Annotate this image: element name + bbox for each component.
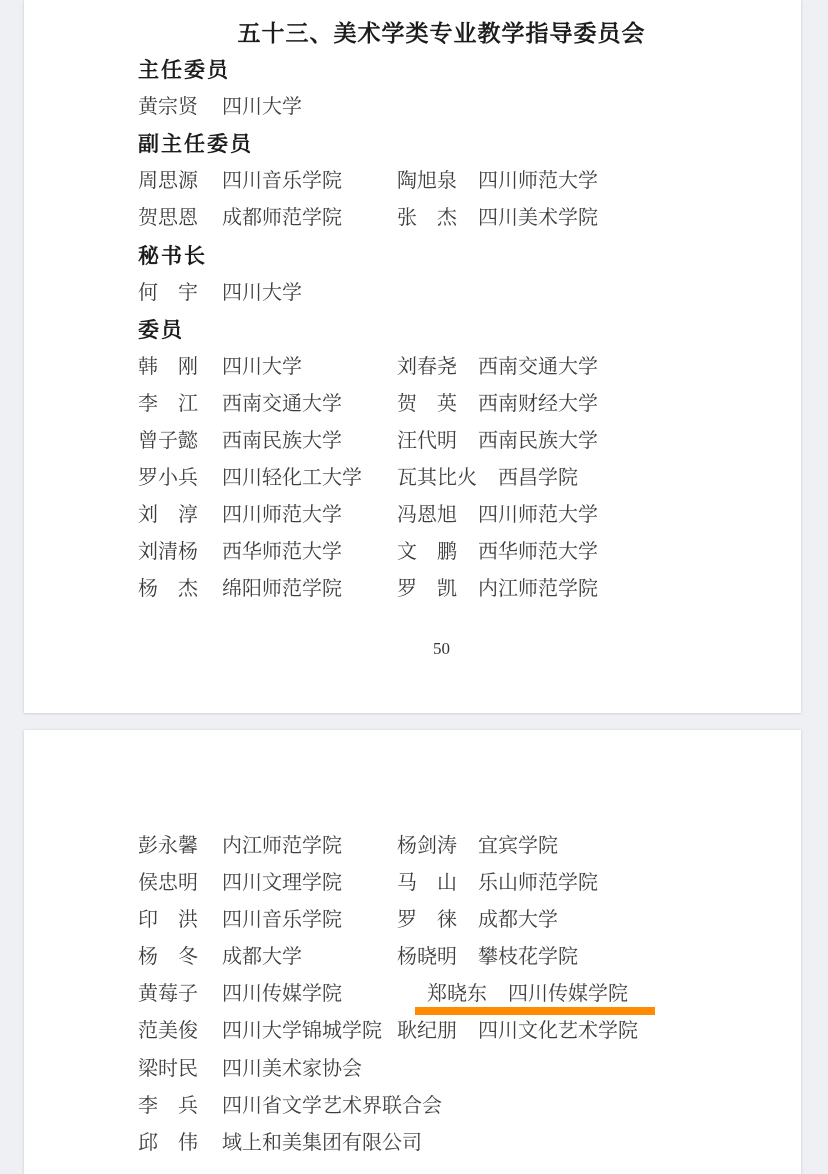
member-institution: 四川大学锦城学院	[222, 1020, 382, 1043]
page-1	[24, 0, 801, 713]
member-name: 罗 凯	[397, 578, 457, 601]
member-name: 刘春尧	[397, 355, 457, 378]
member-name: 邱 伟	[138, 1131, 198, 1154]
member-name: 罗小兵	[138, 467, 198, 490]
committee-entry	[138, 200, 397, 237]
committee-entry	[397, 865, 801, 902]
member-institution: 四川省文学艺术界联合会	[222, 1094, 442, 1117]
committee-entry	[138, 423, 397, 460]
member-name: 贺 英	[397, 392, 457, 415]
member-name: 何 宇	[138, 281, 198, 304]
member-institution: 西华师范大学	[222, 541, 342, 564]
member-name: 文 鹏	[397, 541, 457, 564]
member-row	[138, 1088, 801, 1125]
member-institution: 四川美术学院	[478, 207, 598, 230]
member-name: 张 杰	[397, 207, 457, 230]
highlight-underline	[415, 1007, 655, 1015]
member-institution: 乐山师范学院	[478, 872, 598, 895]
section-header-chairman: 主任委员	[138, 58, 230, 83]
member-row	[138, 1013, 801, 1050]
member-name: 杨 冬	[138, 946, 198, 969]
member-name: 杨 杰	[138, 578, 198, 601]
member-institution: 四川大学	[222, 281, 302, 304]
committee-title: 五十三、美术学类专业教学指导委员会	[237, 21, 646, 46]
member-row	[138, 571, 801, 608]
member-name: 陶旭泉	[397, 170, 457, 193]
chairman-row	[138, 89, 801, 126]
member-row	[138, 865, 801, 902]
member-name: 彭永馨	[138, 835, 198, 857]
committee-entry	[397, 828, 801, 865]
member-name: 贺思恩	[138, 207, 198, 230]
member-name: 范美俊	[138, 1020, 198, 1043]
member-institution: 成都大学	[222, 946, 302, 969]
committee-entry	[138, 1125, 422, 1162]
member-institution: 四川传媒学院	[508, 983, 628, 1006]
committee-entry	[397, 163, 801, 200]
member-institution: 西南交通大学	[478, 355, 598, 378]
member-row	[138, 1125, 801, 1162]
member-institution: 四川师范大学	[222, 504, 342, 527]
member-row	[138, 902, 801, 939]
member-institution: 绵阳师范学院	[222, 578, 342, 601]
committee-entry	[138, 163, 397, 200]
member-institution: 攀枝花学院	[478, 946, 578, 969]
committee-entry	[138, 1051, 397, 1088]
member-row	[138, 349, 801, 386]
committee-entry	[397, 939, 801, 976]
member-name: 马 山	[397, 872, 457, 895]
member-name: 汪代明	[397, 430, 457, 453]
member-row	[138, 423, 801, 460]
member-name: 侯忠明	[138, 872, 198, 895]
member-row	[138, 1051, 801, 1088]
committee-entry	[397, 534, 801, 571]
page-2-content	[24, 730, 801, 1162]
member-institution: 四川轻化工大学	[222, 467, 362, 490]
committee-entry	[397, 497, 801, 534]
member-institution: 四川文理学院	[222, 872, 342, 895]
member-name: 瓦其比火	[397, 467, 477, 490]
member-institution: 四川大学	[222, 96, 302, 119]
member-institution: 四川师范大学	[478, 170, 598, 193]
committee-entry	[138, 976, 397, 1013]
member-institution: 四川音乐学院	[222, 170, 342, 193]
member-row	[138, 828, 801, 865]
member-name: 冯恩旭	[397, 504, 457, 527]
committee-entry	[397, 386, 801, 423]
member-name: 黄莓子	[138, 983, 198, 1006]
member-name: 李 兵	[138, 1094, 198, 1117]
section-header-secretary: 秘书长	[138, 243, 207, 268]
vice-row	[138, 163, 801, 200]
committee-entry	[138, 828, 397, 865]
member-name: 耿纪朋	[397, 1020, 457, 1043]
committee-entry	[138, 275, 397, 312]
member-institution: 西南民族大学	[478, 430, 598, 453]
member-institution: 四川师范大学	[478, 504, 598, 527]
member-name: 黄宗贤	[138, 96, 198, 119]
member-name: 杨剑涛	[397, 835, 457, 857]
member-name: 周思源	[138, 170, 198, 193]
committee-entry	[138, 1013, 397, 1050]
member-name: 韩 刚	[138, 355, 198, 378]
vice-row	[138, 200, 801, 237]
member-row	[138, 534, 801, 571]
member-name: 李 江	[138, 392, 198, 415]
committee-entry	[138, 460, 397, 497]
member-institution: 西昌学院	[498, 467, 578, 490]
member-institution: 成都师范学院	[222, 207, 342, 230]
member-name: 杨晓明	[397, 946, 457, 969]
committee-entry	[138, 497, 397, 534]
committee-entry	[138, 534, 397, 571]
member-name: 印 洪	[138, 909, 198, 932]
committee-entry	[397, 460, 801, 497]
member-row	[138, 386, 801, 423]
committee-entry	[138, 865, 397, 902]
committee-entry	[397, 349, 801, 386]
member-name: 梁时民	[138, 1057, 198, 1080]
member-row	[138, 497, 801, 534]
member-row	[138, 460, 801, 497]
member-name: 刘清杨	[138, 541, 198, 564]
member-institution: 西华师范大学	[478, 541, 598, 564]
section-header-vice-chairman: 副主任委员	[138, 132, 253, 157]
member-row	[138, 939, 801, 976]
member-institution: 内江师范学院	[222, 835, 342, 857]
member-name: 刘 淳	[138, 504, 198, 527]
committee-entry	[138, 349, 397, 386]
committee-entry	[397, 423, 801, 460]
member-institution: 西南交通大学	[222, 392, 342, 415]
member-institution: 四川音乐学院	[222, 909, 342, 932]
committee-entry	[138, 902, 397, 939]
committee-entry	[138, 939, 397, 976]
member-institution: 成都大学	[478, 909, 558, 932]
member-institution: 四川传媒学院	[222, 983, 342, 1006]
member-institution: 四川大学	[222, 355, 302, 378]
member-name: 罗 徕	[397, 909, 457, 932]
secretary-row	[138, 275, 801, 312]
member-name: 曾子懿	[138, 430, 198, 453]
page-2	[24, 730, 801, 1174]
committee-entry	[397, 1013, 801, 1050]
committee-entry	[138, 1088, 442, 1125]
member-institution: 内江师范学院	[478, 578, 598, 601]
committee-entry	[138, 89, 397, 126]
committee-entry	[138, 571, 397, 608]
committee-entry	[397, 902, 801, 939]
section-header-members: 委员	[138, 317, 184, 342]
member-institution: 四川文化艺术学院	[478, 1020, 638, 1043]
member-institution: 四川美术家协会	[222, 1057, 362, 1080]
committee-entry	[138, 386, 397, 423]
member-institution: 宜宾学院	[478, 835, 558, 857]
member-institution: 西南财经大学	[478, 392, 598, 415]
committee-entry	[397, 200, 801, 237]
member-name: 郑晓东	[427, 983, 487, 1006]
page-1-content	[24, 0, 801, 667]
member-institution: 域上和美集团有限公司	[222, 1131, 422, 1154]
page-number: 50	[433, 638, 450, 658]
committee-entry	[397, 571, 801, 608]
member-institution: 西南民族大学	[222, 430, 342, 453]
